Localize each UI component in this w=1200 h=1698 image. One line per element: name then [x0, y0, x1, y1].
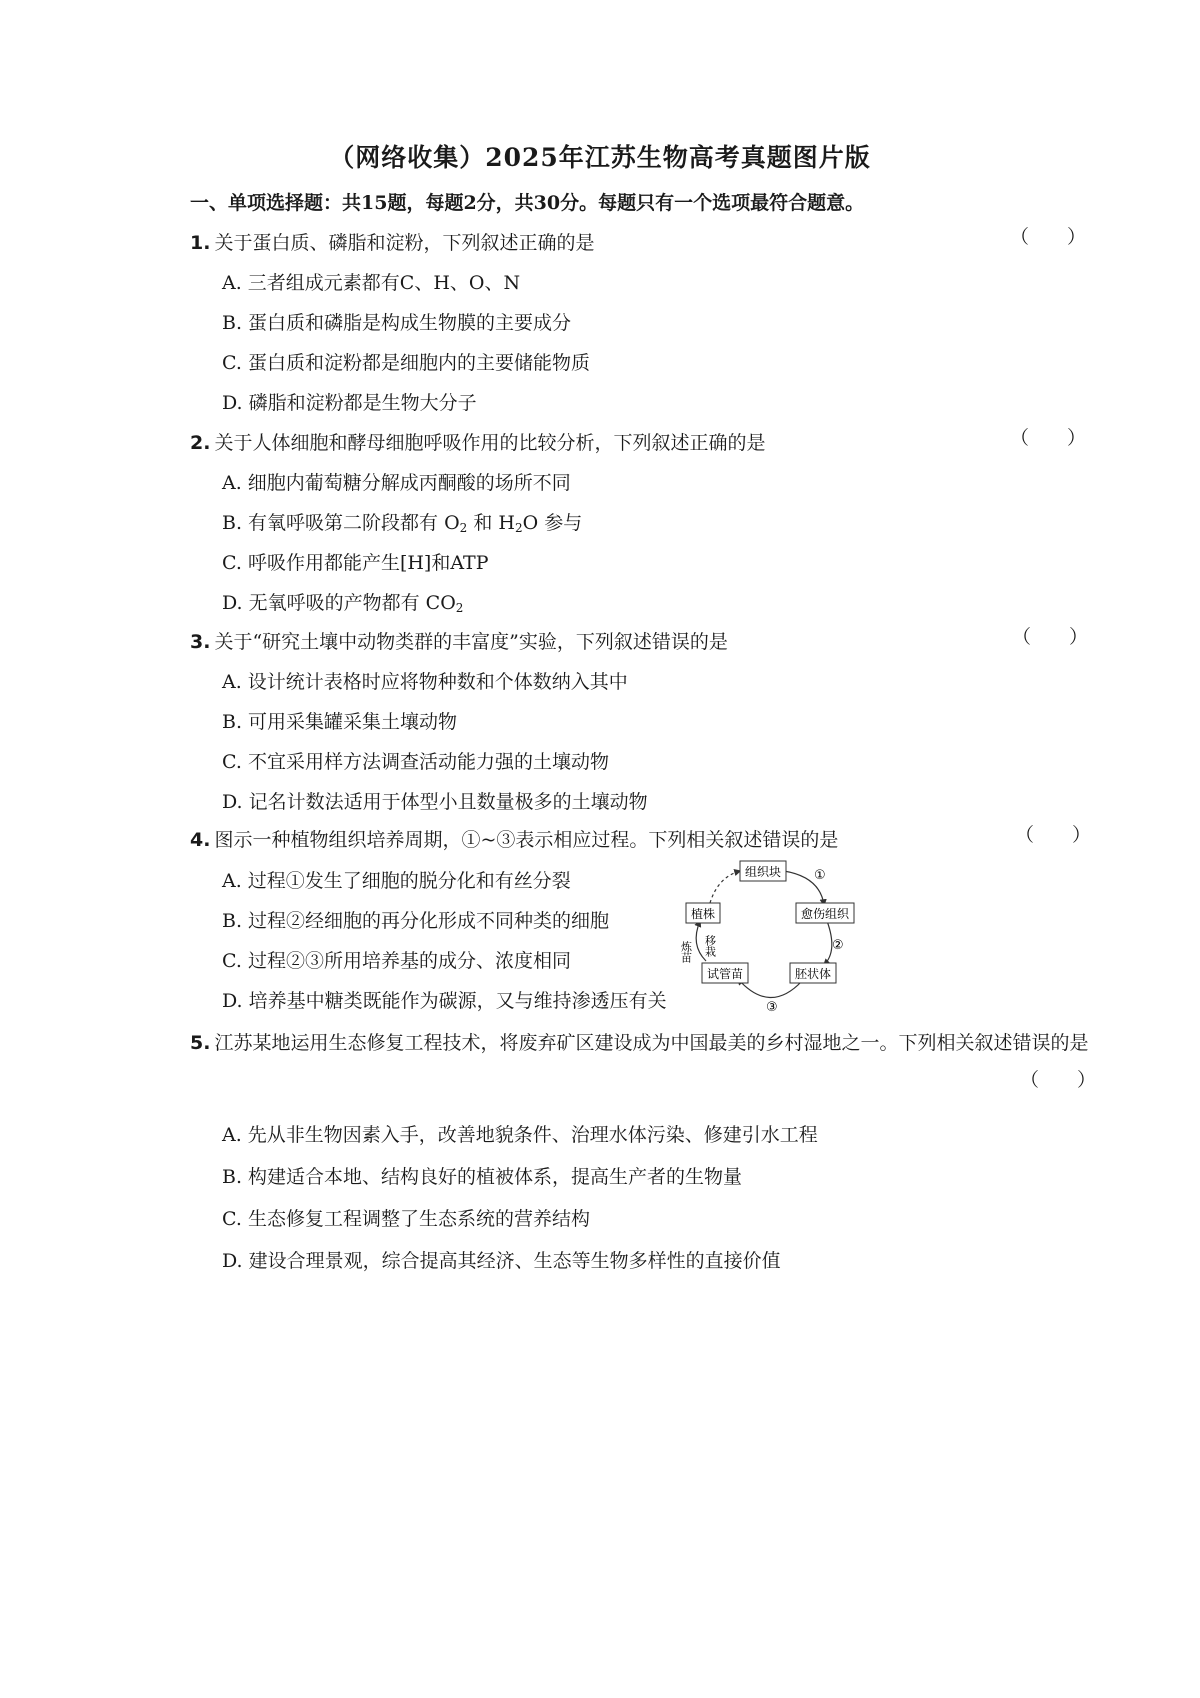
node-embryoid	[790, 963, 836, 983]
option-b: B. 构建适合本地、结构良好的植被体系，提高生产者的生物量	[222, 1166, 743, 1188]
option-c: C. 不宜采用样方法调查活动能力强的土壤动物	[222, 751, 609, 773]
question-3	[190, 627, 728, 654]
answer-paren: （ ）	[1020, 1069, 1097, 1091]
section-header: 一、单项选择题：共15题，每题2分，共30分。每题只有一个选项最符合题意。	[190, 192, 865, 214]
question-5	[190, 1028, 1088, 1055]
option-a: A. 先从非生物因素入手，改善地貌条件、治理水体污染、修建引水工程	[222, 1124, 818, 1146]
option-d: D. 无氧呼吸的产物都有 $CO_2$	[222, 592, 464, 615]
svg-text:炼苗: 炼苗	[679, 941, 693, 963]
option-b: B. 蛋白质和磷脂是构成生物膜的主要成分	[222, 312, 572, 334]
option-b: B. 可用采集罐采集土壤动物	[222, 711, 458, 733]
question-number: 3.	[190, 631, 211, 653]
question-stem: 关于“研究土壤中动物类群的丰富度”实验，下列叙述错误的是	[214, 631, 728, 653]
page-title: （网络收集）2025年江苏生物高考真题图片版	[329, 143, 871, 172]
svg-text:移栽: 移栽	[703, 935, 717, 957]
question-stem: 关于蛋白质、磷脂和淀粉，下列叙述正确的是	[214, 232, 595, 254]
side-label-hardening	[680, 940, 693, 964]
answer-paren: （ ）	[1010, 226, 1087, 248]
node-plant	[686, 903, 720, 923]
svg-text:植株: 植株	[690, 907, 716, 921]
option-c: C. 生态修复工程调整了生态系统的营养结构	[222, 1208, 590, 1230]
question-stem: 图示一种植物组织培养周期，①~③表示相应过程。下列相关叙述错误的是	[214, 829, 839, 851]
option-d: D. 培养基中糖类既能作为碳源，又与维持渗透压有关	[222, 990, 667, 1012]
answer-paren: （ ）	[1012, 626, 1089, 648]
node-callus	[796, 903, 854, 923]
option-c: C. 蛋白质和淀粉都是细胞内的主要储能物质	[222, 352, 590, 374]
question-stem: 江苏某地运用生态修复工程技术，将废弃矿区建设成为中国最美的乡村湿地之一。下列相关叙述错误的是	[214, 1032, 1089, 1054]
option-b: B. 过程②经细胞的再分化形成不同种类的细胞	[222, 910, 610, 932]
option-b: B. 有氧呼吸第二阶段都有 $O_2$ 和 $H_2O$ 参与	[222, 512, 583, 535]
option-d: D. 建设合理景观，综合提高其经济、生态等生物多样性的直接价值	[222, 1250, 781, 1272]
question-number: 4.	[190, 829, 211, 851]
answer-paren: （ ）	[1015, 824, 1092, 846]
node-test-tube-seedling	[702, 963, 748, 983]
question-number: 2.	[190, 432, 211, 454]
option-c: C. 呼吸作用都能产生[H]和ATP	[222, 552, 489, 574]
side-label-transplant	[704, 934, 717, 958]
tissue-culture-cycle-diagram	[672, 855, 872, 1015]
step-label-1: ①	[814, 868, 826, 883]
answer-paren: （ ）	[1010, 427, 1087, 449]
question-1	[190, 228, 594, 255]
question-number: 1.	[190, 232, 211, 254]
svg-text:胚状体: 胚状体	[794, 967, 832, 981]
step-label-3: ③	[766, 1000, 778, 1015]
option-d: D. 磷脂和淀粉都是生物大分子	[222, 392, 477, 414]
option-d: D. 记名计数法适用于体型小且数量极多的土壤动物	[222, 791, 648, 813]
option-a: A. 过程①发生了细胞的脱分化和有丝分裂	[222, 870, 571, 892]
question-4	[190, 825, 838, 852]
arc-step-2	[824, 921, 832, 965]
svg-text:组织块: 组织块	[744, 865, 782, 879]
step-label-2: ②	[832, 938, 844, 953]
svg-text:试管苗: 试管苗	[706, 967, 744, 981]
question-stem: 关于人体细胞和酵母细胞呼吸作用的比较分析，下列叙述正确的是	[214, 432, 766, 454]
option-a: A. 细胞内葡萄糖分解成丙酮酸的场所不同	[222, 472, 571, 494]
svg-text:愈伤组织: 愈伤组织	[800, 907, 850, 921]
option-c: C. 过程②③所用培养基的成分、浓度相同	[222, 950, 571, 972]
question-number: 5.	[190, 1032, 211, 1054]
option-a: A. 三者组成元素都有C、H、O、N	[222, 272, 521, 294]
arc-dashed	[710, 871, 740, 903]
node-tissue-block	[740, 861, 786, 881]
question-2	[190, 428, 765, 455]
option-a: A. 设计统计表格时应将物种数和个体数纳入其中	[222, 671, 628, 693]
